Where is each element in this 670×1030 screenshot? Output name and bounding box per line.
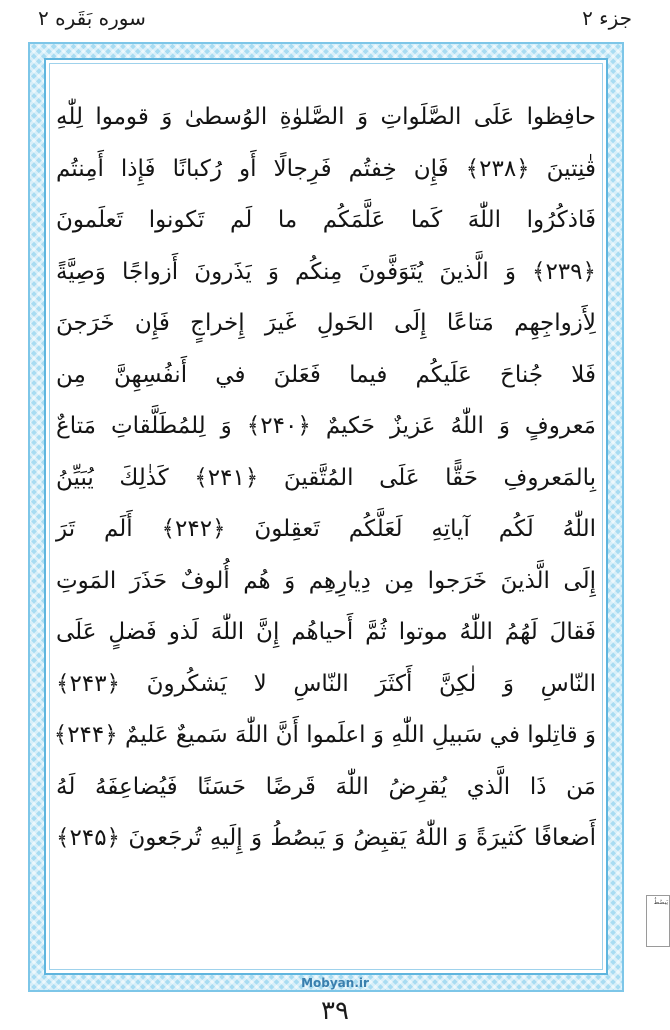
verse-line: لِأَزواجِهِم مَتاعًا إِلَى الحَولِ غَيرَ إِخراجٍ فَإِن خَرَجنَ — [56, 310, 596, 336]
verse-line: ﴿۲۳۹﴾ وَ الَّذينَ يُتَوَفَّونَ مِنكُم وَ يَذَرونَ أَزواجًا وَصِيَّةً — [56, 258, 596, 285]
verse-line: قٰنِتينَ ﴿۲۳۸﴾ فَإِن خِفتُم فَرِجالًا أَو رُكبانًا فَإِذا أَمِنتُم — [56, 155, 596, 182]
verse-line: فَاذكُرُوا اللّٰهَ كَما عَلَّمَكُم ما لَم تَكونوا تَعلَمونَ — [56, 207, 596, 233]
verse-line: إِلَى الَّذينَ خَرَجوا مِن دِيارِهِم وَ هُم أُلوفٌ حَذَرَ المَوتِ — [56, 567, 596, 594]
verse-line: فَقالَ لَهُمُ اللّٰهُ موتوا ثُمَّ أَحياهُم إِنَّ اللّٰهَ لَذو فَضلٍ عَلَى — [56, 619, 596, 645]
verse-line: النّاسِ وَ لٰكِنَّ أَكثَرَ النّاسِ لا يَشكُرونَ ﴿۲۴۳﴾ — [56, 670, 596, 697]
verse-line: اللّٰهُ لَكُم آياتِهِ لَعَلَّكُم تَعقِلونَ ﴿۲۴۲﴾ أَلَم تَرَ — [56, 516, 596, 542]
margin-note: يَبصُطُ — [646, 895, 670, 947]
surah-name: سوره بَقَره ۲ — [38, 6, 146, 30]
verse-text-block — [53, 92, 596, 865]
verse-line: فَلا جُناحَ عَلَيكُم فيما فَعَلنَ في أَنفُسِهِنَّ مِن — [56, 361, 596, 388]
juz-number: جزء ۲ — [582, 6, 632, 30]
verse-line: بِالمَعروفِ حَقًّا عَلَى المُتَّقينَ ﴿۲۴۱﴾ كَذٰلِكَ يُبَيِّنُ — [56, 464, 596, 491]
verse-line: حافِظوا عَلَى الصَّلَواتِ وَ الصَّلوٰةِ الوُسطىٰ وَ قوموا لِلّٰهِ — [56, 104, 596, 130]
verse-line: مَن ذَا الَّذي يُقرِضُ اللّٰهَ قَرضًا حَسَنًا فَيُضاعِفَهُ لَهُ — [56, 773, 596, 800]
page-number: ۳۹ — [321, 996, 349, 1026]
verse-line: وَ قاتِلوا في سَبيلِ اللّٰهِ وَ اعلَموا أَنَّ اللّٰهَ سَميعٌ عَليمٌ ﴿۲۴۴﴾ — [53, 722, 596, 748]
site-watermark: Mobyan.ir — [301, 976, 369, 990]
page-header — [0, 0, 670, 44]
verse-line: أَضعافًا كَثيرَةً وَ اللّٰهُ يَقبِضُ وَ يَبصُطُ وَ إِلَيهِ تُرجَعونَ ﴿۲۴۵﴾ — [56, 825, 596, 851]
verse-line: مَعروفٍ وَ اللّٰهُ عَزيزٌ حَكيمٌ ﴿۲۴۰﴾ وَ لِلمُطَلَّقاتِ مَتاعٌ — [56, 413, 596, 439]
